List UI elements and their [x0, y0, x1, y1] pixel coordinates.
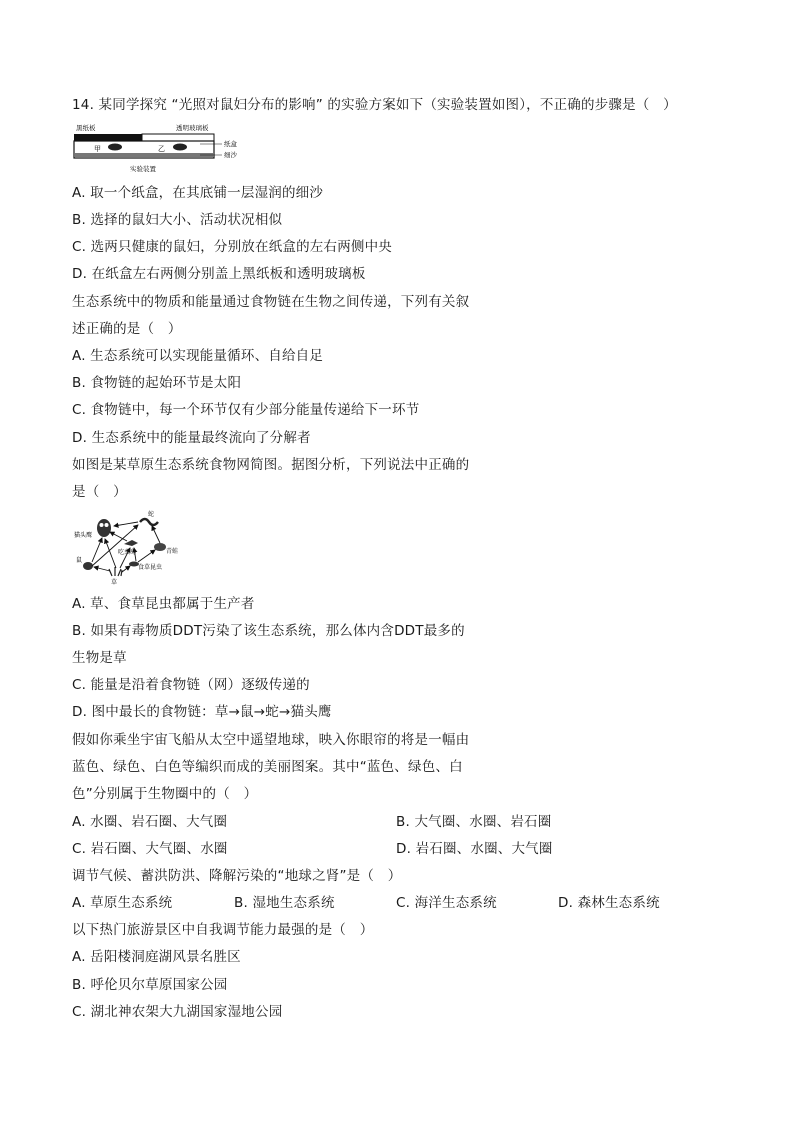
food-web-label-frog: 青蛙: [166, 548, 179, 555]
q16-stem-line-1: 如图是某草原生态系统食物网简图。据图分析，下列说法中正确的: [72, 457, 470, 473]
fig-label-black-board: 黑纸板: [76, 124, 96, 132]
q17-option-b: B. 大气圈、水圈、岩石圈: [396, 814, 552, 830]
q19-stem: 以下热门旅游景区中自我调节能力最强的是（ ）: [72, 922, 374, 938]
q15-stem-line-2: 述正确的是（ ）: [72, 321, 182, 337]
fig-caption: 实验装置: [130, 165, 156, 173]
q18-option-d: D. 森林生态系统: [558, 895, 660, 911]
q17-stem-line-1: 假如你乘坐宇宙飞船从太空中遥望地球，映入你眼帘的将是一幅由: [72, 732, 470, 748]
q17-option-c: C. 岩石圈、大气圈、水圈: [72, 841, 228, 857]
q15-option-b: B. 食物链的起始环节是太阳: [72, 375, 242, 391]
q18-option-b: B. 湿地生态系统: [234, 895, 335, 911]
q15-stem-line-1: 生态系统中的物质和能量通过食物链在生物之间传递，下列有关叙: [72, 294, 470, 310]
q16-option-d: D. 图中最长的食物链：草→鼠→蛇→猫头鹰: [72, 704, 332, 720]
q14-experiment-figure: [72, 120, 242, 176]
q14-option-a: A. 取一个纸盒，在其底铺一层湿润的细沙: [72, 185, 324, 201]
food-web-label-mouse: 鼠: [76, 557, 83, 564]
q19-option-b: B. 呼伦贝尔草原国家公园: [72, 977, 228, 993]
fig-label-sand: 细沙: [224, 151, 237, 159]
q14-option-b: B. 选择的鼠妇大小、活动状况相似: [72, 212, 283, 228]
q18-option-a: A. 草原生态系统: [72, 895, 173, 911]
q16-option-b: B. 如果有毒物质DDT污染了该生态系统，那么体内含DDT最多的: [72, 623, 465, 639]
q14-option-c: C. 选两只健康的鼠妇，分别放在纸盒的左右两侧中央: [72, 239, 393, 255]
q18-option-c: C. 海洋生态系统: [396, 895, 497, 911]
food-web-label-bird: 吃虫鸟: [118, 549, 137, 556]
sand-layer: [75, 153, 213, 157]
owl-icon: [97, 519, 111, 537]
fig-label-jia: 甲: [94, 145, 101, 153]
food-web-label-insect: 食草昆虫: [138, 564, 163, 571]
food-web-label-owl: 猫头鹰: [74, 532, 93, 539]
frog-icon: [154, 543, 166, 551]
q14-option-d: D. 在纸盒左右两侧分别盖上黑纸板和透明玻璃板: [72, 266, 366, 282]
q15-option-a: A. 生态系统可以实现能量循环、自给自足: [72, 348, 324, 364]
fig-label-yi: 乙: [158, 145, 165, 153]
fig-label-box: 纸盒: [224, 140, 237, 148]
q16-stem-line-2: 是（ ）: [72, 484, 127, 500]
woodlouse-right-icon: [173, 144, 187, 151]
glass-board-shape: [142, 134, 214, 141]
q17-stem-line-3: 色”分别属于生物圈中的（ ）: [72, 786, 258, 802]
food-web-label-snake: 蛇: [148, 511, 155, 518]
q18-stem: 调节气候、蓄洪防洪、降解污染的“地球之肾”是（ ）: [72, 868, 402, 884]
grass-icon: [109, 567, 122, 576]
q16-option-a: A. 草、食草昆虫都属于生产者: [72, 596, 255, 612]
mouse-icon: [83, 562, 93, 570]
food-web-label-grass: 草: [111, 579, 118, 586]
snake-icon: [140, 519, 158, 525]
q17-option-a: A. 水圈、岩石圈、大气圈: [72, 814, 228, 830]
q14-stem: 14. 某同学探究 “光照对鼠妇分布的影响” 的实验方案如下（实验装置如图），不正确的步骤是（ ）: [72, 97, 677, 113]
q16-option-b-continued: 生物是草: [72, 650, 127, 666]
fig-label-glass-board: 透明玻璃板: [176, 124, 209, 132]
q19-option-a: A. 岳阳楼洞庭湖风景名胜区: [72, 949, 241, 965]
q15-option-c: C. 食物链中，每一个环节仅有少部分能量传递给下一环节: [72, 402, 420, 418]
black-board-shape: [74, 134, 142, 141]
q19-option-c: C. 湖北神农架大九湖国家湿地公园: [72, 1004, 283, 1020]
q17-stem-line-2: 蓝色、绿色、白色等编织而成的美丽图案。其中“蓝色、绿色、白: [72, 759, 463, 775]
q15-option-d: D. 生态系统中的能量最终流向了分解者: [72, 430, 311, 446]
woodlouse-left-icon: [108, 144, 122, 151]
q16-option-c: C. 能量是沿着食物链（网）逐级传递的: [72, 677, 310, 693]
food-web-figure: [72, 508, 182, 586]
q17-option-d: D. 岩石圈、水圈、大气圈: [396, 841, 553, 857]
